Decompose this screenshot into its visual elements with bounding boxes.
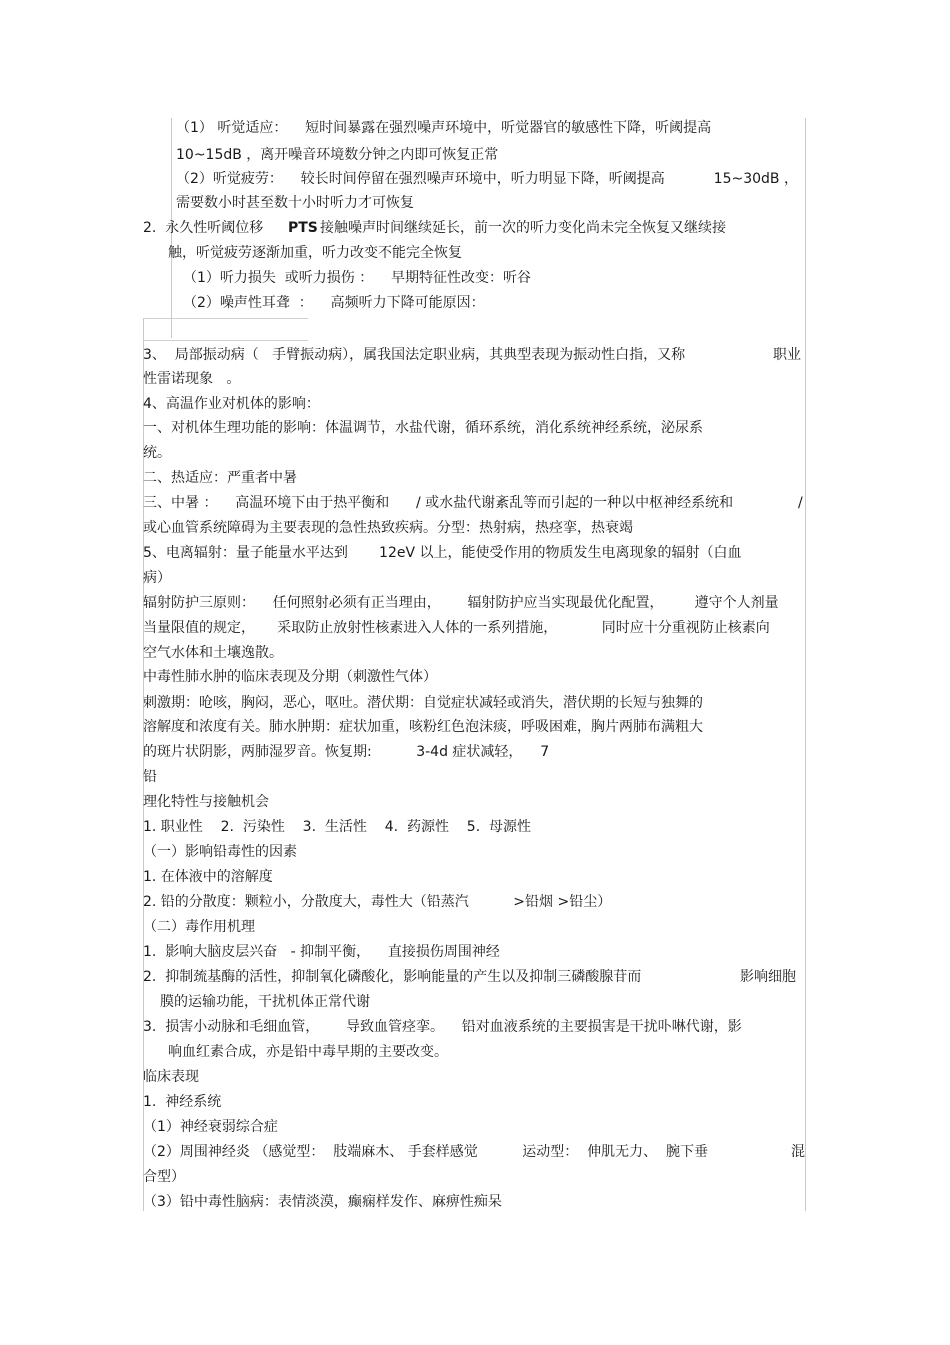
text-line: （2）噪声性耳聋 ： 高频听力下降可能原因：: [183, 295, 485, 311]
text-line: 或心血管系统障碍为主要表现的急性热致疾病。分型：热射病，热痉挛，热衰竭: [143, 520, 633, 536]
text-line: 接触噪声时间继续延长，前一次的听力变化尚未完全恢复又继续接: [320, 220, 726, 236]
text-line: 的斑片状阴影，两肺湿罗音。恢复期: 3-4d 症状减轻， 7: [143, 744, 550, 760]
text-line: 一、对机体生理功能的影响：体温调节，水盐代谢，循环系统，消化系统神经系统，泌尿系: [143, 420, 703, 436]
text-line: 三、中暑 ： 高温环境下由于热平衡和 / 或水盐代谢紊乱等而引起的一种以中枢神经系统和: [143, 495, 734, 511]
text-line: 5、电离辐射：量子能量水平达到 12eV 以上，能使受作用的物质发生电离现象的辐射（白血: [143, 545, 742, 561]
text-line: 10~15dB ，离开噪音环境数分钟之内即可恢复正常: [176, 147, 499, 163]
text-line: 1. 在体液中的溶解度: [143, 869, 273, 885]
text-line: 理化特性与接触机会: [143, 794, 269, 810]
text-line: 病）: [143, 570, 171, 586]
text-line: 职业: [773, 347, 801, 363]
text-line: 临床表现: [143, 1069, 199, 1085]
text-line: 1. 影响大脑皮层兴奋 - 抑制平衡， 直接损伤周围神经: [143, 944, 500, 960]
text-line: 2. 抑制巯基酶的活性，抑制氧化磷酸化，影响能量的产生以及抑制三磷酸腺苷而: [143, 969, 642, 985]
text-line: （一）影响铅毒性的因素: [143, 844, 297, 860]
text-line: 铅: [143, 769, 157, 785]
text-line: 溶解度和浓度有关。肺水肿期：症状加重，咳粉红色泡沫痰，呼吸困难，胸片两肺布满粗大: [143, 719, 703, 735]
text-line: 2. 永久性听阈位移: [143, 220, 264, 236]
text-line: 混: [791, 1144, 805, 1160]
text-line: （1）神经衰弱综合症: [143, 1119, 278, 1135]
text-line: 空气水体和土壤逸散。: [143, 645, 283, 661]
text-line: 性雷诺现象 。: [143, 371, 241, 387]
text-line: 3. 损害小动脉和毛细血管， 导致血管痉挛。 铅对血液系统的主要损害是干扰卟啉代谢，影: [143, 1019, 742, 1035]
text-line: 刺激期：呛咳，胸闷，恶心，呕吐。潜伏期：自觉症状减轻或消失，潜伏期的长短与独舞的: [143, 695, 703, 711]
text-line: 1. 职业性 2. 污染性 3. 生活性 4. 药源性 5. 母源性: [143, 819, 532, 835]
text-line: （3）铅中毒性脑病：表情淡漠，癫痫样发作、麻痹性痴呆: [143, 1194, 502, 1210]
text-line: 需要数小时甚至数十小时听力才可恢复: [176, 195, 414, 211]
right-margin-rule: [805, 118, 806, 1211]
text-line: 辐射防护三原则： 任何照射必须有正当理由， 辐射防护应当实现最优化配置， 遵守个人剂量: [143, 595, 779, 611]
text-line: 1. 神经系统: [143, 1094, 222, 1110]
text-line-bold: PTS: [288, 220, 318, 236]
text-line: 合型）: [143, 1169, 185, 1185]
text-line: 影响细胞: [740, 969, 796, 985]
text-line: 2. 铅的分散度：颗粒小，分散度大，毒性大（铅蒸汽 >铅烟 >铅尘）: [143, 894, 612, 910]
separator-rule: [143, 318, 308, 319]
text-line: 响血红素合成，亦是铅中毒早期的主要改变。: [168, 1044, 448, 1060]
text-line: （1） 听觉适应： 短时间暴露在强烈噪声环境中，听觉器官的敏感性下降，听阈提高: [176, 120, 712, 136]
text-line: 二、热适应：严重者中暑: [143, 470, 297, 486]
text-line: （二）毒作用机理: [143, 919, 255, 935]
text-line: （2）周围神经炎 （感觉型： 肢端麻木、 手套样感觉 运动型： 伸肌无力、 腕下垂: [143, 1144, 709, 1160]
text-line: 4、高温作业对机体的影响：: [143, 396, 320, 412]
text-line: 3、 局部振动病（ 手臂振动病），属我国法定职业病，其典型表现为振动性白指，又称: [143, 347, 686, 363]
text-line: 膜的运输功能，干扰机体正常代谢: [160, 994, 370, 1010]
text-line: （2）听觉疲劳： 较长时间停留在强烈噪声环境中，听力明显下降，听阈提高 15~30dB ，: [176, 171, 798, 187]
text-line: （1）听力损失 或听力损伤 ： 早期特征性改变：听谷: [183, 270, 532, 286]
text-line: 中毒性肺水肿的临床表现及分期（刺激性气体）: [143, 669, 437, 685]
text-line: 统。: [143, 445, 171, 461]
text-line: 当量限值的规定， 采取防止放射性核素进入人体的一系列措施， 同时应十分重视防止核素向: [143, 620, 770, 636]
separator-rule-2: [143, 340, 308, 341]
text-line: /: [798, 495, 803, 511]
text-line: 触，听觉疲劳逐渐加重，听力改变不能完全恢复: [168, 245, 462, 261]
